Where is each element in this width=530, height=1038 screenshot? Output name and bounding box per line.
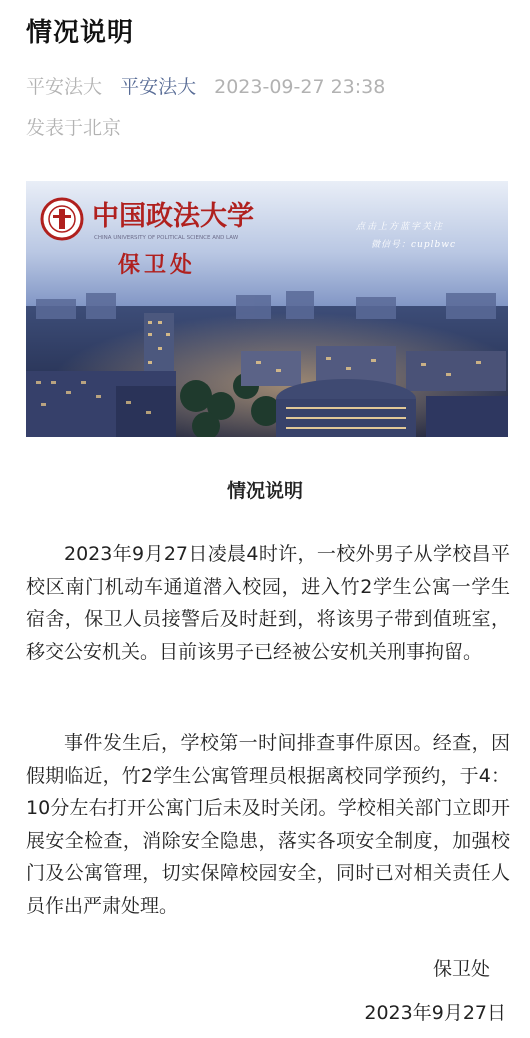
publish-time: 2023-09-27 23:38: [214, 76, 386, 98]
document-signature: 保卫处: [432, 958, 490, 980]
banner-follow-text: 点击上方蓝字关注: [356, 222, 445, 232]
university-emblem-icon: [42, 199, 82, 239]
article-meta: [26, 72, 385, 99]
banner-image: [26, 181, 508, 437]
document-date: 2023年9月27日: [364, 1002, 506, 1024]
document-paragraph-1: [26, 538, 510, 668]
banner-department: 保卫处: [118, 252, 197, 278]
banner-wechat-id: 微信号：cuplbwc: [371, 240, 456, 250]
banner-university-name: 中国政法大学: [92, 201, 254, 232]
account-name: 平安法大: [26, 76, 103, 98]
publish-location: 发表于北京: [26, 117, 122, 139]
paragraph-text: 事件发生后，学校第一时间排查事件原因。经查，因假期临近，竹2学生公寓管理员根据离校同学预约，于4：10分左右打开公寓门后未及时关闭。学校相关部门立即开展安全检查，消除安全隐患，落实各项安全制度，加强校门及公寓管理，切实保障校园安全，同时已对相关责任人员作出严肃处理。: [26, 732, 510, 917]
article-title: 情况说明: [26, 18, 135, 48]
paragraph-text: 2023年9月27日凌晨4时许，一校外男子从学校昌平校区南门机动车通道潜入校园，进入竹2学生公寓一学生宿舍，保卫人员接警后及时赶到，将该男子带到值班室，移交公安机关。目前该男子已经被公安机关刑事拘留。: [26, 543, 510, 663]
document-paragraph-2: [26, 727, 510, 923]
account-link[interactable]: 平安法大: [120, 76, 197, 98]
banner-university-name-en: CHINA UNIVERSITY OF POLITICAL SCIENCE AND LAW: [94, 235, 239, 241]
document-heading: 情况说明: [226, 480, 303, 502]
